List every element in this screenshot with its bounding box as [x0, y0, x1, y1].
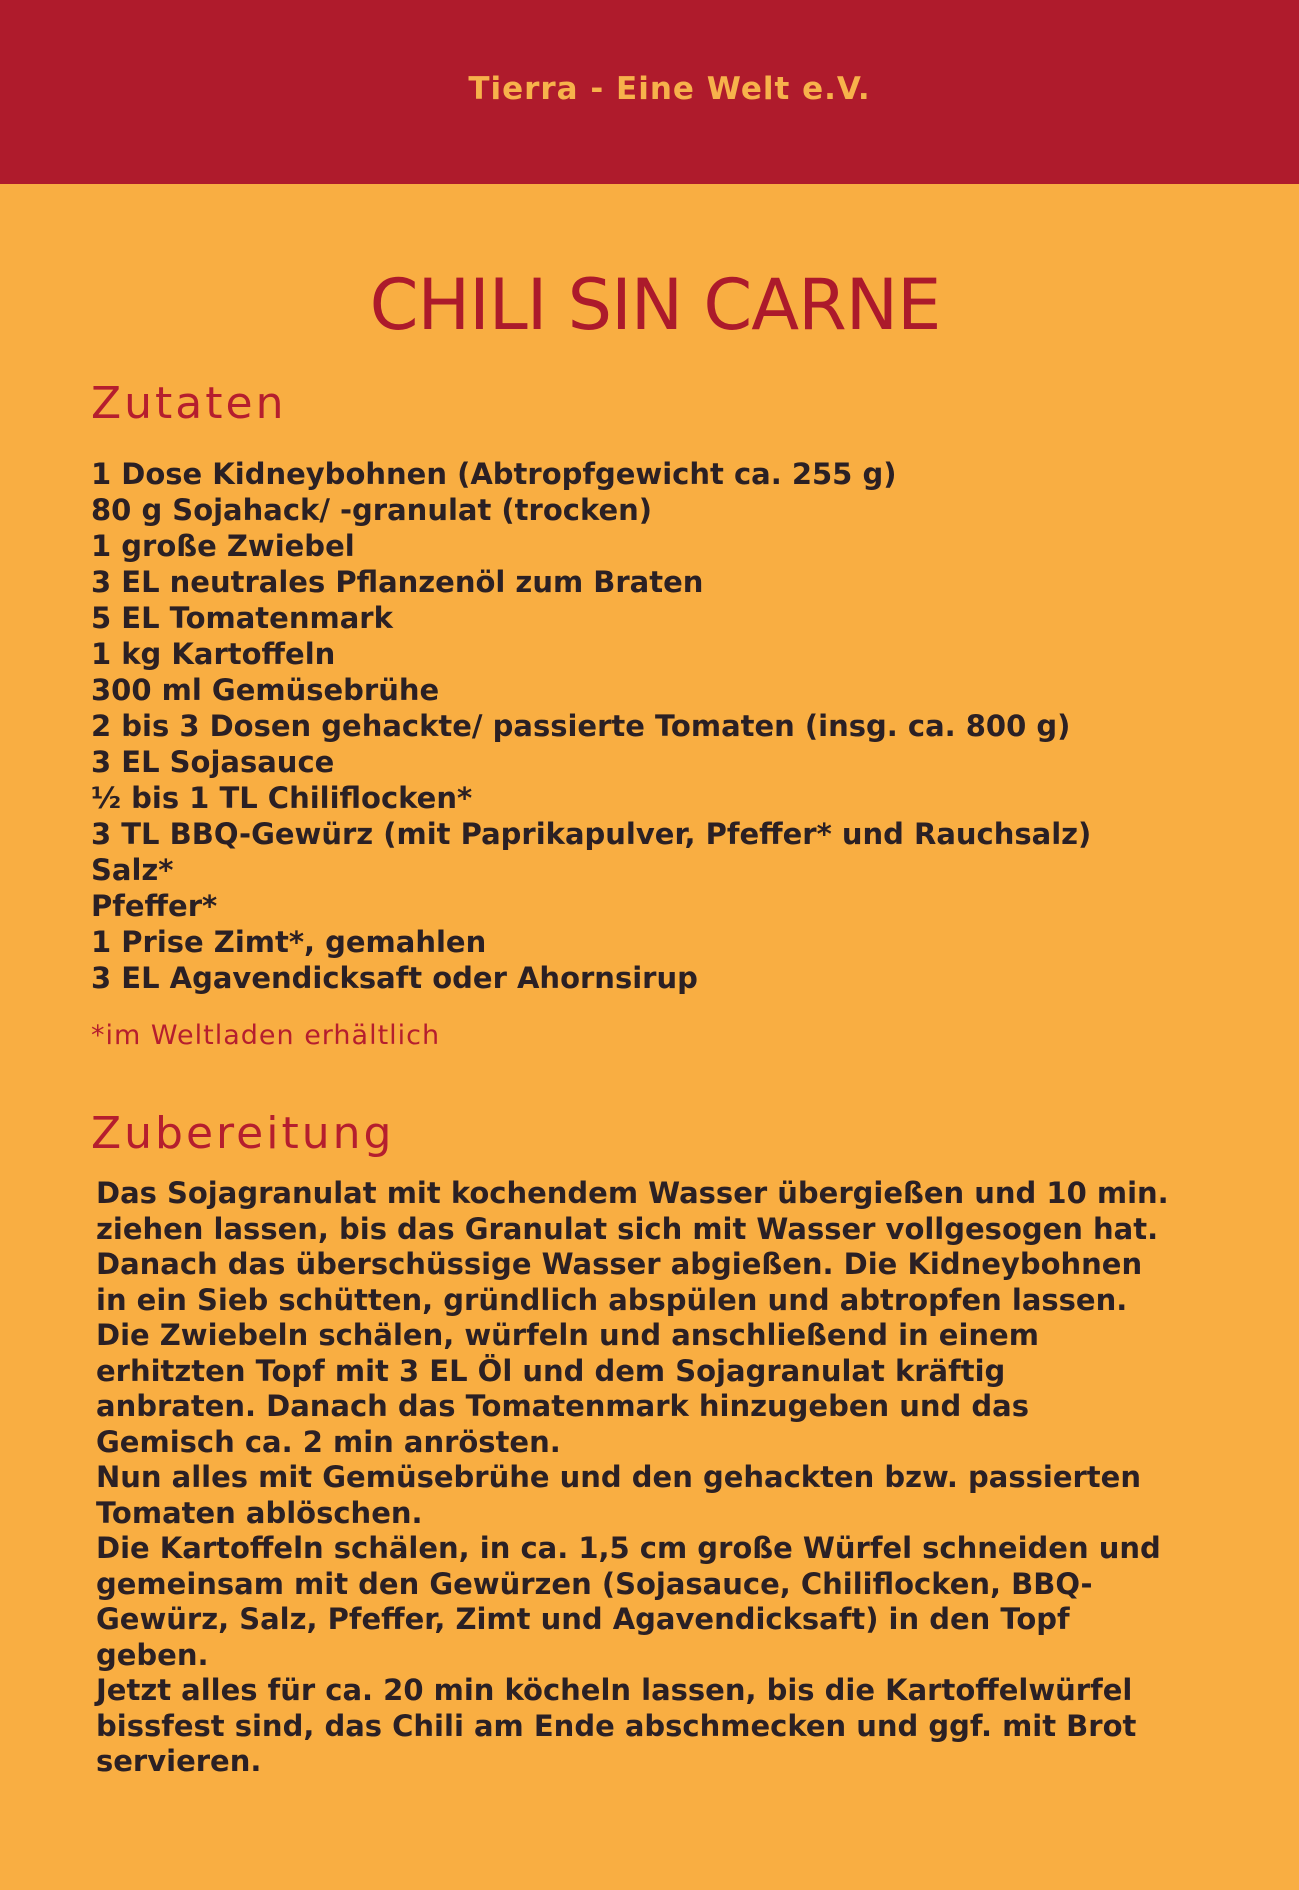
preparation-line: gemeinsam mit den Gewürzen (Sojasauce, Chiliflocken, BBQ-: [96, 1566, 1093, 1601]
ingredient-item: ½ bis 1 TL Chiliflocken*: [91, 781, 473, 815]
ingredient-item: 300 ml Gemüsebrühe: [91, 673, 440, 707]
ingredient-item: 2 bis 3 Dosen gehackte/ passierte Tomaten (insg. ca. 800 g): [91, 709, 1071, 743]
preparation-line: servieren.: [96, 1744, 262, 1778]
preparation-heading: Zubereitung: [91, 1108, 395, 1159]
ingredient-item: 3 EL Agavendicksaft oder Ahornsirup: [91, 961, 698, 995]
ingredient-item: 3 TL BBQ-Gewürz (mit Paprikapulver, Pfeffer* und Rauchsalz): [91, 817, 1092, 851]
ingredients-list: [91, 456, 1221, 996]
ingredient-item: 80 g Sojahack/ -granulat (trocken): [91, 493, 653, 527]
preparation-line: Die Kartoffeln schälen, in ca. 1,5 cm große Würfel schneiden und: [96, 1531, 1161, 1565]
preparation-line: in ein Sieb schütten, gründlich abspülen und abtropfen lassen.: [96, 1282, 1128, 1317]
ingredient-item: 5 EL Tomatenmark: [91, 601, 393, 635]
header-band: [0, 0, 1299, 184]
preparation-line: Das Sojagranulat mit kochendem Wasser übergießen und 10 min.: [96, 1176, 1169, 1210]
preparation-line: ziehen lassen, bis das Granulat sich mit Wasser vollgesogen hat.: [96, 1211, 1159, 1246]
preparation-line: bissfest sind, das Chili am Ende abschmecken und ggf. mit Brot: [96, 1708, 1137, 1743]
preparation-line: Nun alles mit Gemüsebrühe und den gehackten bzw. passierten: [96, 1460, 1141, 1494]
ingredient-item: 3 EL Sojasauce: [91, 745, 335, 779]
preparation-text: [96, 1176, 1266, 1780]
ingredients-heading: Zutaten: [91, 378, 287, 429]
ingredient-item: 1 Prise Zimt*, gemahlen: [91, 925, 487, 959]
preparation-line: geben.: [96, 1637, 209, 1672]
availability-footnote: *im Weltladen erhältlich: [91, 1020, 441, 1051]
organization-name: Tierra - Eine Welt e.V.: [468, 71, 871, 107]
ingredient-item: Pfeffer*: [91, 889, 218, 923]
preparation-line: erhitzten Topf mit 3 EL Öl und dem Sojagranulat kräftig: [96, 1353, 1006, 1388]
preparation-line: anbraten. Danach das Tomatenmark hinzugeben und das: [96, 1389, 1029, 1423]
ingredient-item: 1 große Zwiebel: [91, 529, 355, 563]
preparation-line: Jetzt alles für ca. 20 min köcheln lassen, bis die Kartoffelwürfel: [96, 1673, 1133, 1707]
ingredient-item: 1 kg Kartoffeln: [91, 637, 336, 671]
preparation-line: Gemisch ca. 2 min anrösten.: [96, 1424, 561, 1459]
preparation-line: Die Zwiebeln schälen, würfeln und anschließend in einem: [96, 1318, 1039, 1352]
ingredient-item: 3 EL neutrales Pflanzenöl zum Braten: [91, 565, 704, 599]
ingredient-item: Salz*: [91, 853, 174, 887]
recipe-title: CHILI SIN CARNE: [369, 264, 941, 346]
preparation-line: Danach das überschüssige Wasser abgießen. Die Kidneybohnen: [96, 1247, 1143, 1281]
preparation-line: Tomaten ablöschen.: [96, 1495, 423, 1530]
preparation-line: Gewürz, Salz, Pfeffer, Zimt und Agavendicksaft) in den Topf: [96, 1602, 1070, 1636]
ingredient-item: 1 Dose Kidneybohnen (Abtropfgewicht ca. 255 g): [91, 457, 897, 491]
